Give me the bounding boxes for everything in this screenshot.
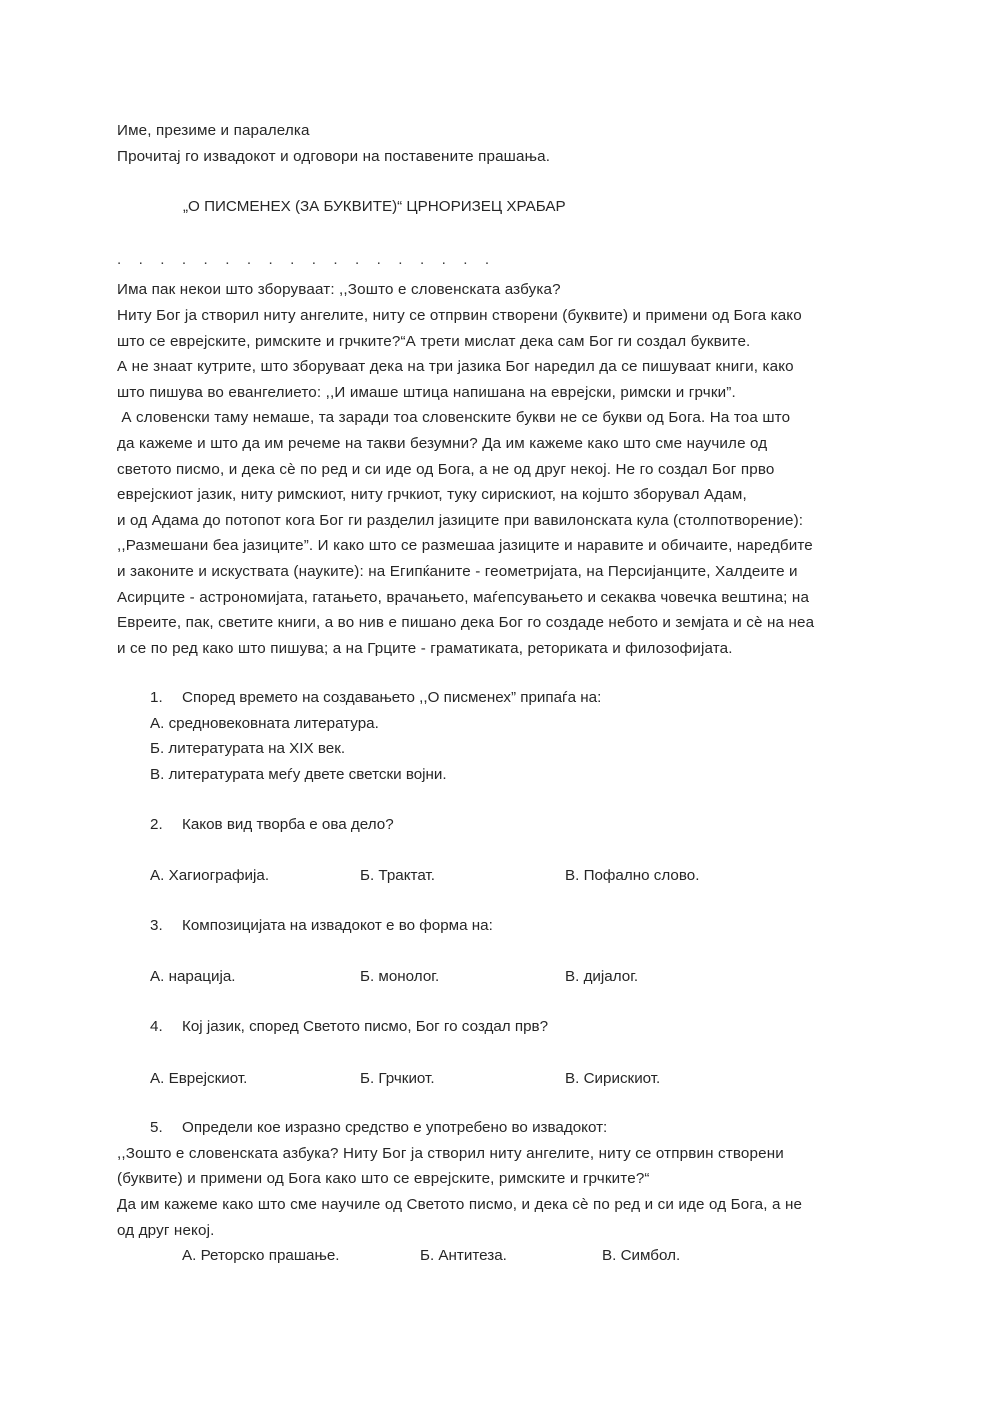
excerpt-line: Асирците - астрономијата, гатањето, врачањето, маѓепсувањето и секаква човечка вештина; на xyxy=(117,588,810,606)
excerpt-line: и од Адама до потопот кога Бог ги разделил јазиците при вавилонската кула (столпотворение): xyxy=(117,511,804,529)
passage-line: Да им кажеме како што сме научиле од Светото писмо, и дека сѐ по ред и си иде од Бога, а не xyxy=(117,1196,803,1213)
passage-line: од друг некој. xyxy=(117,1221,215,1239)
answer-option-b[interactable]: Б. литературата на XIX век. xyxy=(150,740,346,758)
name-field-label: Име, презиме и паралелка xyxy=(117,122,310,139)
excerpt-line: што пишува во евангелието: ,,И имаше штица напишана на еврејски, римски и грчки”. xyxy=(117,383,736,401)
answer-option-c[interactable]: В. литературата меѓу двете светски војни. xyxy=(150,766,447,784)
answer-options xyxy=(117,863,869,889)
answer-option-b[interactable]: Б. Грчкиот. xyxy=(360,1069,435,1087)
question-heading xyxy=(117,685,869,711)
excerpt-line: А словенски таму немаше, та заради тоа словенските букви не се букви од Бога. На тоа што xyxy=(117,409,791,427)
answer-option-b[interactable]: Б. монолог. xyxy=(360,968,440,986)
question-block xyxy=(117,812,869,889)
question-heading xyxy=(117,812,869,838)
question-text: Каков вид творба е ова дело? xyxy=(182,815,394,833)
excerpt-line: ,,Размешани беа јазиците”. И како што се размешаа јазиците и наравите и обичаите, наредбите xyxy=(117,537,813,555)
question-text: Композицијата на извадокот е во форма на: xyxy=(182,916,493,934)
excerpt-line: еврејскиот јазик, ниту римскиот, ниту грчкиот, туку сирискиот, на којшто зборувал Адам, xyxy=(117,486,747,504)
answer-option-c[interactable]: В. дијалог. xyxy=(565,968,639,986)
passage-line: (буквите) и примени од Бога како што се еврејските, римските и грчките?“ xyxy=(117,1170,650,1188)
question-passage xyxy=(117,1141,869,1243)
question-block xyxy=(117,1014,869,1091)
answer-option-b[interactable]: Б. Антитеза. xyxy=(420,1247,507,1265)
answer-option-a[interactable]: А. Хагиографија. xyxy=(150,867,270,885)
question-heading xyxy=(117,913,869,939)
answer-option-c[interactable]: В. Пофално слово. xyxy=(565,867,700,885)
question-block xyxy=(117,913,869,990)
excerpt-line: што се еврејските, римските и грчките?“А трети мислат дека сам Бог ги создал буквите. xyxy=(117,332,751,350)
excerpt-line: Има пак некои што зборуваат: ,,Зошто е словенската азбука? xyxy=(117,281,561,299)
answer-option-a[interactable]: А. нарација. xyxy=(150,968,236,986)
excerpt-line: светото писмо, и дека сѐ по ред и си иде од Бога, а не од друг некој. Не го создал Бог прво xyxy=(117,460,775,478)
question-number: 2. xyxy=(150,815,163,833)
answer-options xyxy=(117,1066,869,1092)
answer-options xyxy=(117,711,869,788)
excerpt-line: А не знаат кутрите, што зборуваат дека на три јазика Бог наредил да се пишуваат книги, како xyxy=(117,358,794,376)
excerpt-line: Евреите, пак, светите книги, а во нив е пишано дека Бог го создаде небото и земјата и сѐ на неа xyxy=(117,614,815,632)
question-number: 3. xyxy=(150,916,163,934)
question-text: Според времето на создавањето ,,О писменех” припаѓа на: xyxy=(182,689,602,707)
answer-option-b[interactable]: Б. Трактат. xyxy=(360,867,435,885)
document-content xyxy=(117,118,869,1269)
excerpt-line: и законите и искуствата (науките): на Египќаните - геометријата, на Персијанците, Халдеите и xyxy=(117,562,798,580)
separator-dots: . . . . . . . . . . . . . . . . . . xyxy=(117,250,496,268)
answer-option-a[interactable]: А. Реторско прашање. xyxy=(182,1247,340,1265)
answer-option-c[interactable]: В. Симбол. xyxy=(602,1247,681,1265)
question-heading xyxy=(117,1115,869,1141)
excerpt-line: и се по ред како што пишува; а на Грците - граматиката, реториката и филозофијата. xyxy=(117,639,733,657)
question-heading xyxy=(117,1014,869,1040)
answer-option-a[interactable]: А. средновековната литература. xyxy=(150,714,379,732)
passage-line: ,,Зошто е словенската азбука? Ниту Бог ја створил ниту ангелите, ниту се отпрвин створени xyxy=(117,1144,784,1162)
answer-option-c[interactable]: В. Сирискиот. xyxy=(565,1069,661,1087)
excerpt-line: да кажеме и што да им речеме на такви безумни? Да им кажеме како што сме научиле од xyxy=(117,434,768,452)
question-block xyxy=(117,685,869,787)
question-number: 1. xyxy=(150,689,163,707)
answer-options xyxy=(117,1243,869,1269)
instruction-line: Прочитај го извадокот и одговори на поставените прашања. xyxy=(117,147,551,165)
excerpt-title: „О ПИСМЕНЕХ (ЗА БУКВИТЕ)“ ЦРНОРИЗЕЦ ХРАБАР xyxy=(183,198,566,216)
question-text: Кој јазик, според Светото писмо, Бог го создал прв? xyxy=(182,1018,549,1036)
question-number: 4. xyxy=(150,1018,163,1036)
excerpt-line: Ниту Бог ја створил ниту ангелите, ниту се отпрвин створени (буквите) и примени од Бога како xyxy=(117,306,802,324)
answer-options xyxy=(117,964,869,990)
question-text: Определи кое изразно средство е употребено во извадокот: xyxy=(182,1119,608,1137)
question-block xyxy=(117,1115,869,1269)
question-number: 5. xyxy=(150,1119,163,1137)
document-header xyxy=(117,118,869,272)
excerpt-body xyxy=(117,277,869,661)
answer-option-a[interactable]: А. Еврејскиот. xyxy=(150,1069,248,1087)
